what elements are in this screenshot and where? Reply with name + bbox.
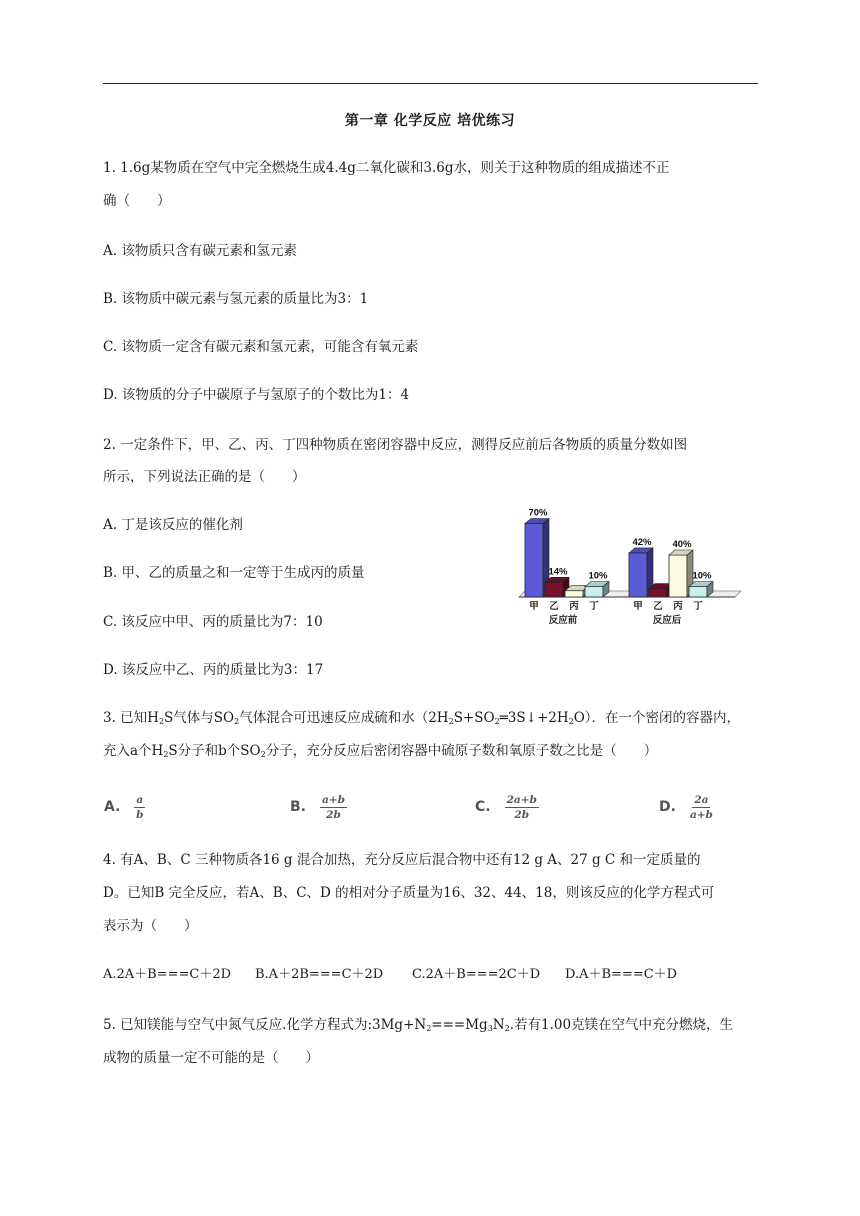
mass-fraction-bar-chart [505, 505, 745, 635]
category-label-1-2: 丙 [673, 601, 683, 612]
fraction: $\frac{2a+b}{2b}$ [506, 793, 537, 821]
q2-option-c: C. 该反应中甲、丙的质量比为7：10 [103, 614, 323, 630]
category-label-1-0: 甲 [633, 601, 643, 612]
category-label-0-2: 丙 [569, 601, 579, 612]
q5-stem-line1: 5. 已知镁能与空气中氮气反应.化学方程式为$:3Mg+N_2===Mg_3N_2$.若有1.00克镁在空气中充分燃烧，生 [103, 1017, 734, 1033]
q4-option-b: B.A＋2B===C＋2D [255, 967, 384, 982]
q2-stem-line2: 所示，下列说法正确的是（ ） [103, 469, 306, 485]
q4-stem-line3: 表示为（ ） [103, 918, 198, 934]
value-label-0-3: 10% [588, 570, 608, 582]
fraction: $\frac{a+b}{2b}$ [322, 793, 345, 821]
group-label-1: 反应后 [652, 615, 682, 626]
q3-option-a: A. $\frac{a}{b}$ [104, 793, 144, 821]
bar-0-0 [525, 524, 543, 598]
category-label-1-1: 乙 [653, 601, 663, 612]
bar-1-0 [629, 553, 647, 597]
q1-stem-line1: 1. 1.6g某物质在空气中完全燃烧生成4.4g二氧化碳和3.6g水，则关于这种物质的组成描述不正 [103, 160, 670, 176]
q3-stem-line1: 3. 已知$H_2S$气体与$SO_2$气体混合可迅速反应成硫和水$(2H_2S+SO_2═3S↓+2H_2O)$．在一个密闭的容器内， [103, 710, 741, 726]
q5-stem-line2: 成物的质量一定不可能的是（ ） [103, 1050, 319, 1066]
bar-0-2 [565, 591, 583, 597]
chart-bars [525, 519, 713, 598]
bar-1-1 [649, 589, 667, 597]
value-label-1-0: 42% [632, 536, 652, 548]
category-label-0-1: 乙 [549, 601, 559, 612]
q3-option-d: D. $\frac{2a}{a+b}$ [659, 793, 713, 821]
q2-stem-line1: 2. 一定条件下，甲、乙、丙、丁四种物质在密闭容器中反应，测得反应前后各物质的质量分数如图 [103, 437, 688, 453]
category-label-1-3: 丁 [693, 601, 703, 612]
bar-0-1 [545, 582, 563, 597]
q2-option-a: A. 丁是该反应的催化剂 [103, 517, 243, 533]
q3-option-c: C. $\frac{2a+b}{2b}$ [475, 793, 537, 821]
q2-option-b: B. 甲、乙的质量之和一定等于生成丙的质量 [103, 565, 365, 581]
category-label-0-0: 甲 [529, 601, 539, 612]
q2-option-d: D. 该反应中乙、丙的质量比为3：17 [103, 662, 324, 678]
value-label-0-1: 14% [548, 566, 568, 578]
q1-option-c: C. 该物质一定含有碳元素和氢元素，可能含有氧元素 [103, 339, 419, 355]
group-label-0: 反应前 [548, 615, 578, 626]
q3-stem-line2: 充入a个$H_2S$分子和b个$SO_2$分子，充分反应后密闭容器中硫原子数和氧原子数之比是（ ） [103, 743, 658, 759]
category-label-0-3: 丁 [589, 601, 599, 612]
bar-0-3 [585, 587, 603, 598]
fraction: $\frac{2a}{a+b}$ [689, 793, 713, 821]
value-label-1-2: 40% [672, 539, 692, 550]
bar-1-3 [689, 587, 707, 598]
q4-option-c: C.2A＋B===2C＋D [412, 967, 541, 982]
value-label-1-3: 10% [692, 570, 712, 582]
q1-option-d: D. 该物质的分子中碳原子与氢原子的个数比为1：4 [103, 387, 410, 403]
q1-option-a: A. 该物质只含有碳元素和氢元素 [103, 243, 297, 259]
q4-stem-line2: D。已知B 完全反应，若A、B、C、D 的相对分子质量为16、32、44、18，则该反应的化学方程式可 [103, 885, 715, 901]
fraction: $\frac{a}{b}$ [136, 793, 144, 821]
q1-option-b: B. 该物质中碳元素与氢元素的质量比为3：1 [103, 291, 369, 307]
bar-1-2 [669, 555, 687, 597]
value-label-0-0: 70% [528, 507, 548, 519]
q1-stem-line2: 确（ ） [103, 193, 171, 209]
q4-stem-line1: 4. 有A、B、C 三种物质各16 g 混合加热，充分反应后混合物中还有12 g A、27 g C 和一定质量的 [103, 852, 701, 868]
q3-option-b: B. $\frac{a+b}{2b}$ [290, 793, 345, 821]
page-title: 第一章 化学反应 培优练习 [344, 113, 516, 129]
q4-option-a: A.2A＋B===C＋2D [103, 967, 232, 982]
q4-option-d: D.A＋B===C＋D [565, 967, 678, 982]
header-rule [103, 83, 758, 84]
